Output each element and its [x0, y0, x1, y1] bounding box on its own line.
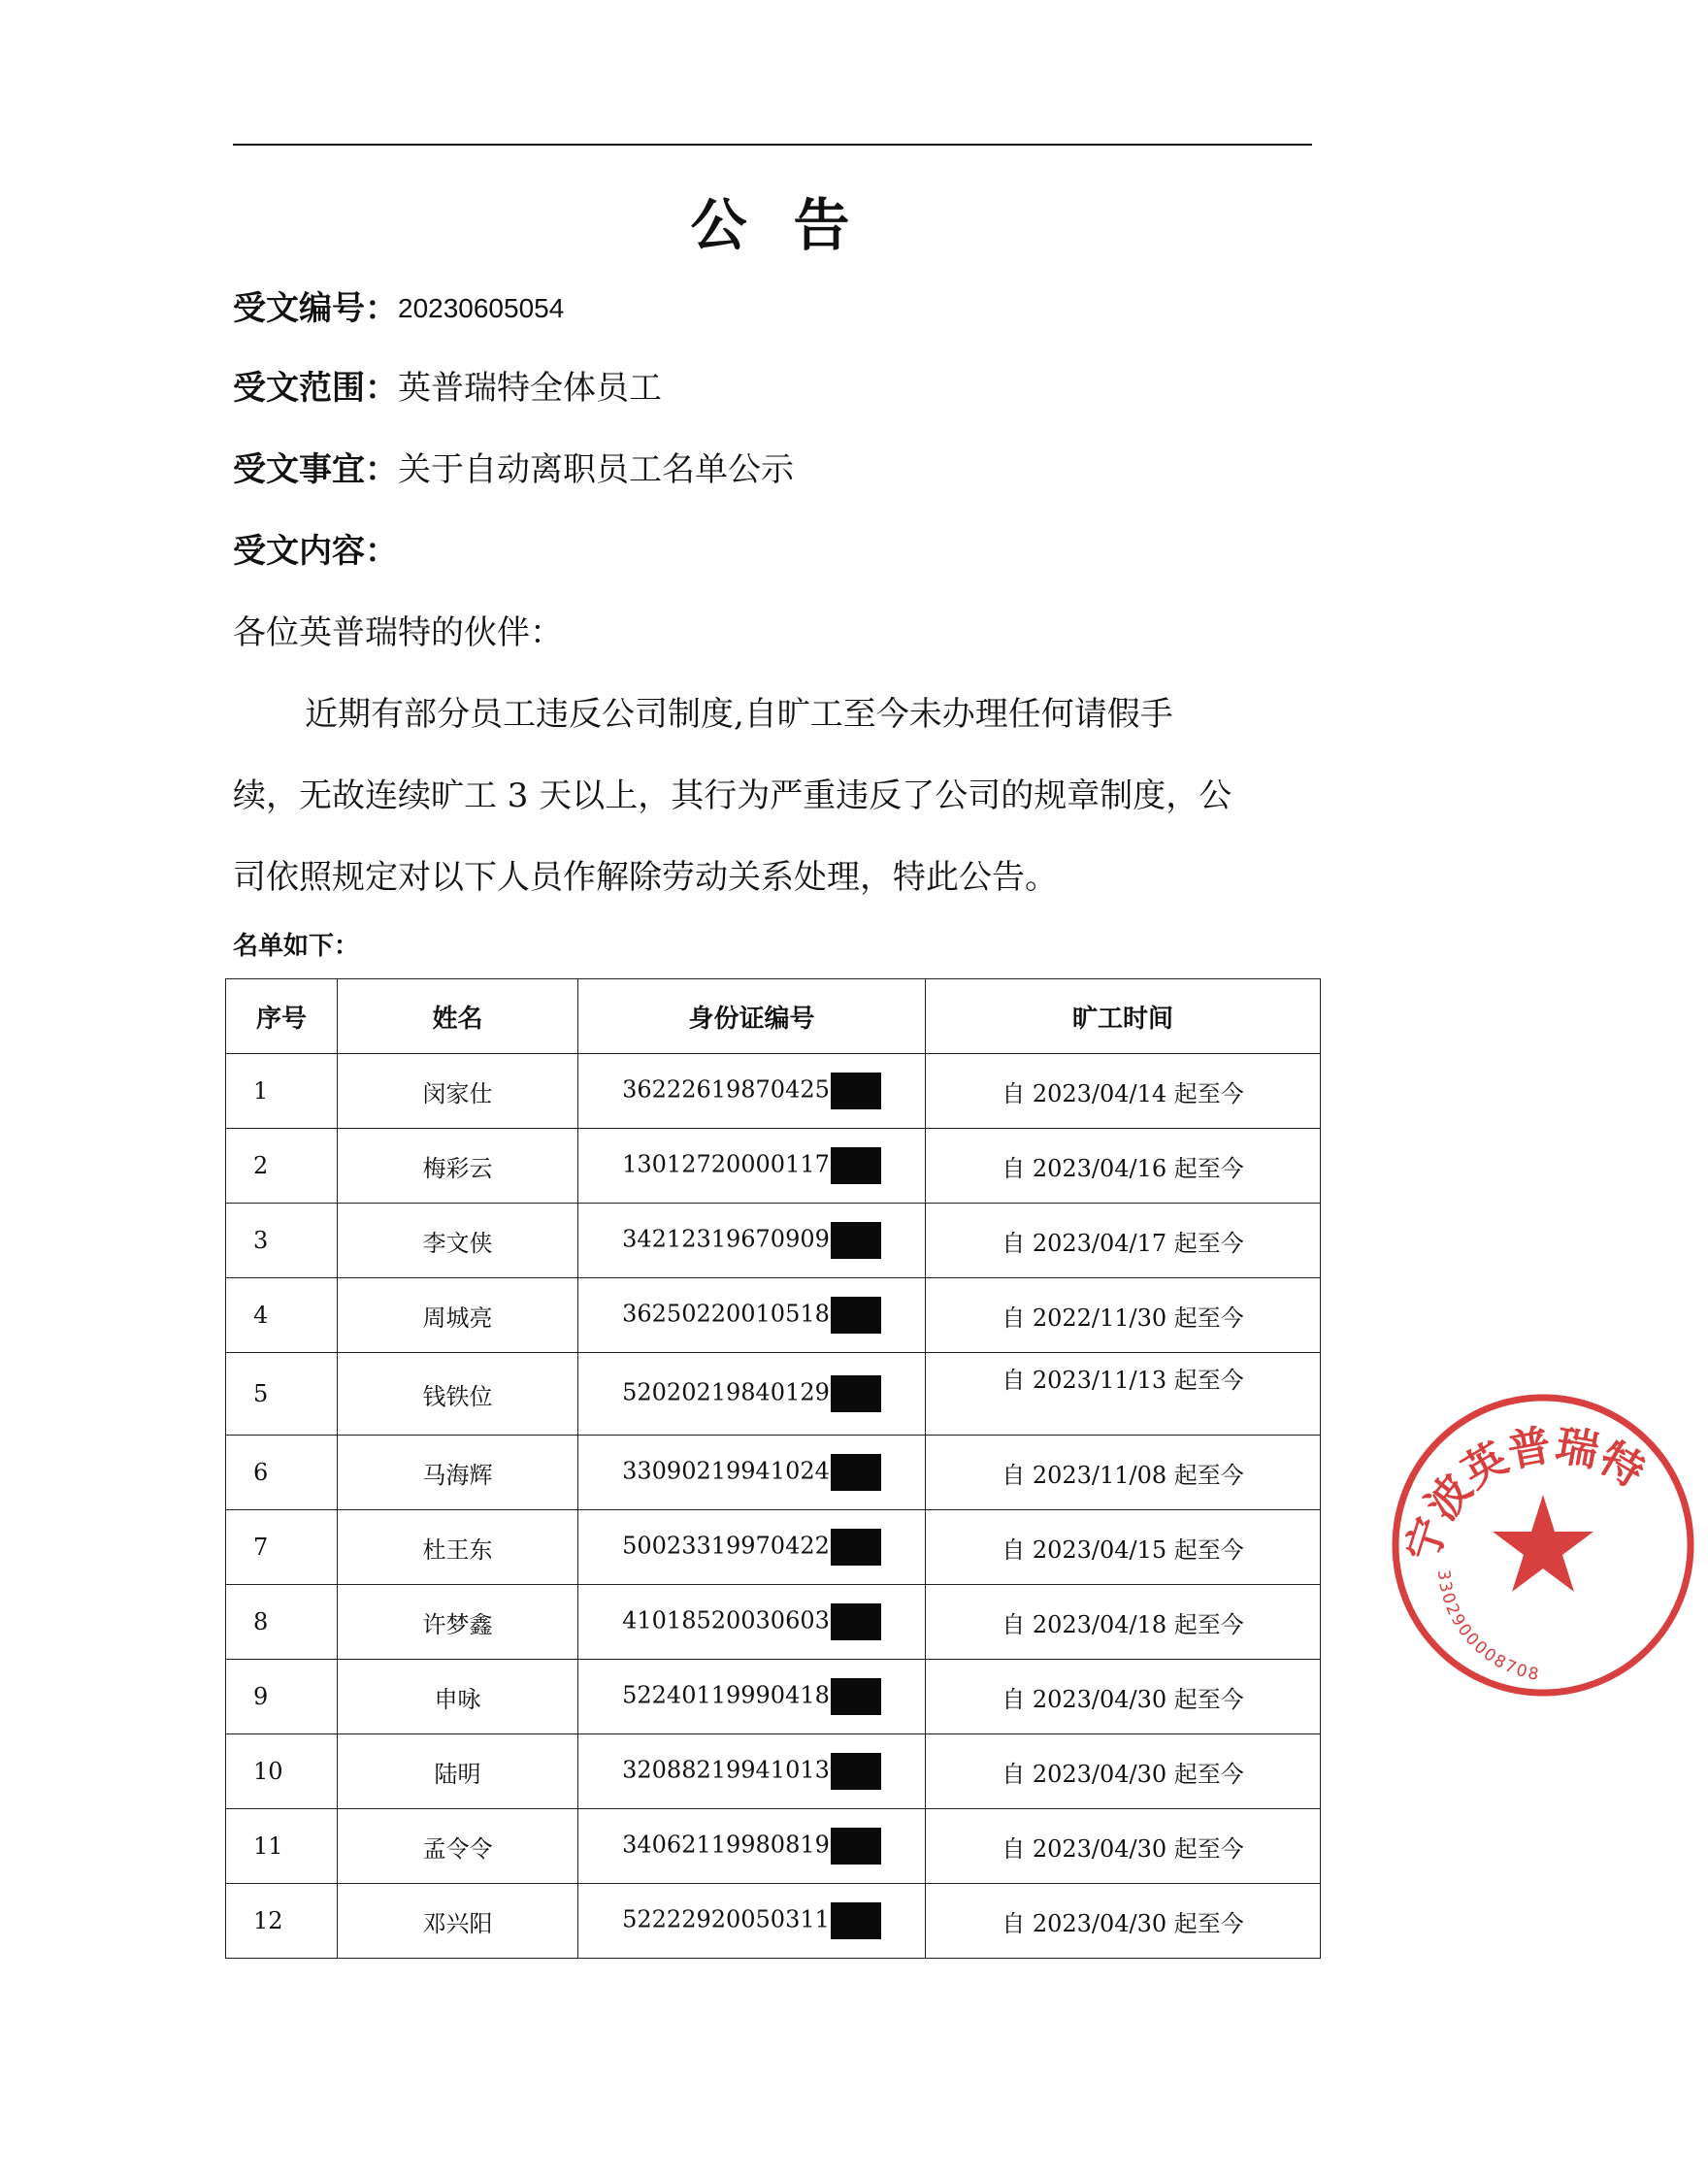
id-number-cell	[578, 1054, 926, 1129]
id-number: 33090219941024	[622, 1457, 830, 1485]
id-number-cell	[578, 1585, 926, 1660]
id-number: 50023319970422	[622, 1532, 830, 1560]
id-number-cell	[578, 1436, 926, 1510]
id-number: 36222619870425	[622, 1075, 830, 1104]
id-number-cell	[578, 1204, 926, 1278]
absence-period: 自 2023/04/30 起至今	[926, 1809, 1321, 1884]
redaction-block	[831, 1753, 881, 1790]
table-row	[226, 1129, 1321, 1204]
employee-name: 李文侠	[338, 1204, 578, 1278]
subject-row	[233, 446, 794, 493]
absence-period: 自 2023/04/30 起至今	[926, 1660, 1321, 1734]
row-number: 12	[226, 1884, 338, 1959]
id-number: 32088219941013	[622, 1756, 830, 1784]
greeting: 各位英普瑞特的伙伴：	[233, 613, 563, 652]
row-number: 6	[226, 1436, 338, 1510]
redaction-block	[831, 1147, 881, 1184]
table-row	[226, 1436, 1321, 1510]
row-number: 4	[226, 1278, 338, 1353]
id-number: 13012720000117	[622, 1150, 830, 1178]
svg-text:3302900008708	[1433, 1568, 1542, 1685]
body-line-3: 司依照规定对以下人员作解除劳动关系处理，特此公告。	[233, 858, 1058, 897]
id-number: 34062119980819	[622, 1831, 830, 1859]
body-line-2: 续，无故连续旷工 3 天以上，其行为严重违反了公司的规章制度，公	[233, 776, 1232, 815]
redaction-block	[831, 1375, 881, 1412]
doc-number-value: 20230605054	[398, 293, 565, 323]
col-header-name: 姓名	[338, 979, 578, 1054]
table-row	[226, 1809, 1321, 1884]
redaction-block	[831, 1603, 881, 1640]
row-number: 9	[226, 1660, 338, 1734]
id-number: 36250220010518	[622, 1300, 830, 1328]
row-number: 5	[226, 1353, 338, 1436]
employee-name: 闵家仕	[338, 1054, 578, 1129]
employee-name: 申咏	[338, 1660, 578, 1734]
redaction-block	[831, 1678, 881, 1715]
employee-name: 杜王东	[338, 1510, 578, 1585]
id-number-cell	[578, 1510, 926, 1585]
employee-name: 马海辉	[338, 1436, 578, 1510]
employee-name: 邓兴阳	[338, 1884, 578, 1959]
redaction-block	[831, 1529, 881, 1566]
id-number: 52020219840129	[622, 1378, 830, 1406]
scope-row	[233, 365, 662, 412]
doc-number-row	[233, 285, 564, 332]
table-row	[226, 1510, 1321, 1585]
seal-number: 3302900008708	[1432, 1568, 1542, 1686]
redaction-block	[831, 1073, 881, 1109]
absence-period: 自 2023/04/15 起至今	[926, 1510, 1321, 1585]
table-row	[226, 1734, 1321, 1809]
table-body	[226, 1054, 1321, 1959]
employee-name: 许梦鑫	[338, 1585, 578, 1660]
table-row	[226, 1660, 1321, 1734]
absence-period: 自 2023/04/30 起至今	[926, 1734, 1321, 1809]
employee-name: 钱铁位	[338, 1353, 578, 1436]
row-number: 11	[226, 1809, 338, 1884]
id-number-cell	[578, 1809, 926, 1884]
seal-text: 宁波英普瑞特	[1396, 1420, 1653, 1568]
scope-value: 英普瑞特全体员工	[398, 369, 662, 408]
row-number: 3	[226, 1204, 338, 1278]
absence-period: 自 2023/04/30 起至今	[926, 1884, 1321, 1959]
id-number-cell	[578, 1278, 926, 1353]
employee-name: 陆明	[338, 1734, 578, 1809]
row-number: 2	[226, 1129, 338, 1204]
col-header-period: 旷工时间	[926, 979, 1321, 1054]
absence-period: 自 2023/04/16 起至今	[926, 1129, 1321, 1204]
absence-period: 自 2023/04/17 起至今	[926, 1204, 1321, 1278]
page-title: 公告	[690, 192, 897, 258]
id-number: 41018520030603	[622, 1606, 830, 1634]
absence-period: 自 2023/04/18 起至今	[926, 1585, 1321, 1660]
redaction-block	[831, 1454, 881, 1491]
redaction-block	[831, 1902, 881, 1939]
id-number-cell	[578, 1353, 926, 1436]
absence-period: 自 2023/04/14 起至今	[926, 1054, 1321, 1129]
id-number-cell	[578, 1884, 926, 1959]
id-number: 34212319670909	[622, 1225, 830, 1253]
id-number-cell	[578, 1660, 926, 1734]
employee-name: 梅彩云	[338, 1129, 578, 1204]
table-row	[226, 1054, 1321, 1129]
content-label: 受文内容：	[233, 532, 398, 571]
id-number-cell	[578, 1129, 926, 1204]
col-header-no: 序号	[226, 979, 338, 1054]
content-row	[233, 528, 398, 575]
redaction-block	[831, 1828, 881, 1865]
row-number: 7	[226, 1510, 338, 1585]
list-heading: 名单如下：	[233, 932, 360, 961]
col-header-id: 身份证编号	[578, 979, 926, 1054]
id-number-cell	[578, 1734, 926, 1809]
body-line-1: 近期有部分员工违反公司制度,自旷工至今未办理任何请假手	[305, 695, 1173, 734]
absence-period: 自 2022/11/30 起至今	[926, 1278, 1321, 1353]
scope-label: 受文范围：	[233, 369, 398, 408]
absence-period: 自 2023/11/08 起至今	[926, 1436, 1321, 1510]
dismissal-table	[225, 978, 1321, 1959]
employee-name: 周城亮	[338, 1278, 578, 1353]
row-number: 10	[226, 1734, 338, 1809]
row-number: 8	[226, 1585, 338, 1660]
table-row	[226, 1884, 1321, 1959]
header-rule	[233, 144, 1312, 146]
company-seal-stamp	[1378, 1380, 1708, 1710]
redaction-block	[831, 1297, 881, 1334]
table-row	[226, 1585, 1321, 1660]
row-number: 1	[226, 1054, 338, 1129]
employee-name: 孟令令	[338, 1809, 578, 1884]
doc-number-label: 受文编号：	[233, 289, 398, 328]
id-number: 52240119990418	[622, 1681, 830, 1709]
table-row	[226, 1353, 1321, 1436]
table-header-row	[226, 979, 1321, 1054]
absence-period: 自 2023/11/13 起至今	[926, 1353, 1321, 1436]
table-row	[226, 1204, 1321, 1278]
subject-value: 关于自动离职员工名单公示	[398, 450, 794, 489]
subject-label: 受文事宜：	[233, 450, 398, 489]
id-number: 52222920050311	[622, 1905, 830, 1933]
redaction-block	[831, 1222, 881, 1259]
table-row	[226, 1278, 1321, 1353]
